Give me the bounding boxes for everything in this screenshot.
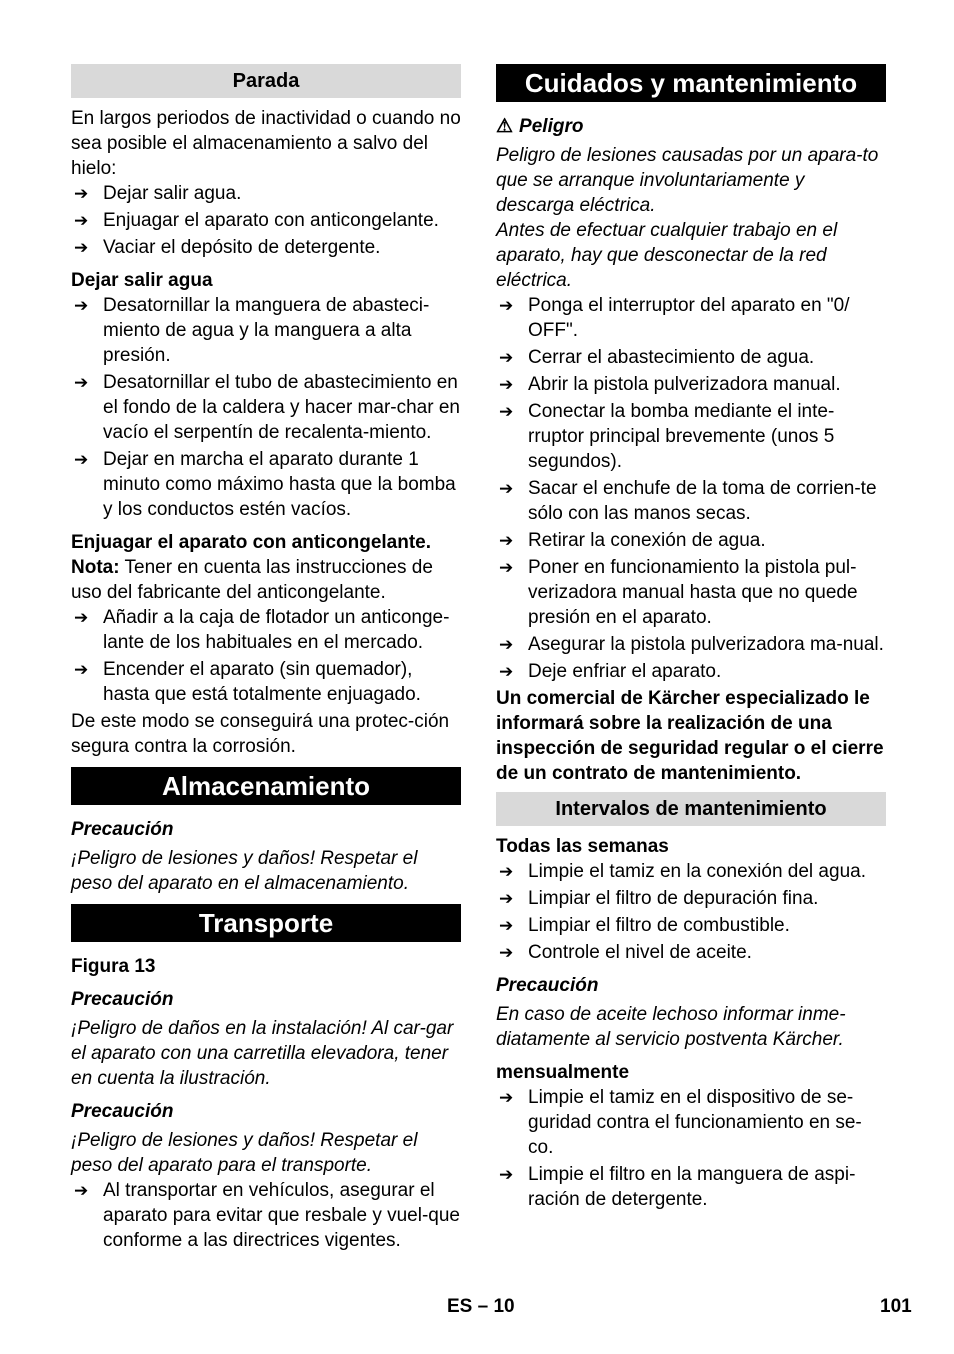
caution-label: Precaución bbox=[71, 819, 174, 840]
list-item: ➔ Retirar la conexión de agua. bbox=[499, 530, 766, 551]
enjuagar-list bbox=[71, 605, 461, 707]
list-item: ➔ Ponga el interruptor del aparato en "0/ OFF". bbox=[499, 295, 850, 341]
caution-text: ¡Peligro de lesiones y daños! Respetar el peso del aparato en el almacenamiento. bbox=[71, 848, 418, 894]
arrow-icon: ➔ bbox=[499, 558, 514, 577]
caution-text: ¡Peligro de daños en la instalación! Al car-gar el aparato con una carretilla elevadora, tener en cuenta la ilustración. bbox=[71, 1018, 454, 1089]
arrow-icon: ➔ bbox=[499, 1165, 514, 1184]
footer-page-number: 101 bbox=[880, 1296, 912, 1317]
left-column bbox=[71, 64, 461, 1255]
section-header-transporte: Transporte bbox=[71, 904, 461, 942]
arrow-icon: ➔ bbox=[74, 373, 89, 392]
arrow-icon: ➔ bbox=[74, 211, 89, 230]
caution-label: Precaución bbox=[71, 989, 174, 1010]
list-item: ➔ Al transportar en vehículos, asegurar el aparato para evitar que resbale y vuel-que conforme a las directrices vigentes. bbox=[74, 1180, 461, 1251]
list-item: ➔ Desatornillar el tubo de abastecimiento en el fondo de la caldera y hacer mar-char en vacío el serpentín de recalenta-miento. bbox=[74, 372, 460, 443]
list-item: ➔ Deje enfriar el aparato. bbox=[499, 661, 722, 682]
arrow-icon: ➔ bbox=[499, 479, 514, 498]
arrow-icon: ➔ bbox=[74, 238, 89, 257]
transporte-list bbox=[71, 1178, 461, 1253]
list-item: ➔ Controle el nivel de aceite. bbox=[499, 942, 752, 963]
arrow-icon: ➔ bbox=[499, 916, 514, 935]
list-item: ➔ Encender el aparato (sin quemador), hasta que está totalmente enjuagado. bbox=[74, 659, 421, 705]
monthly-list bbox=[496, 1085, 886, 1212]
warning-triangle-icon: ⚠ bbox=[496, 116, 514, 137]
subheading-enjuagar: Enjuagar el aparato con anticongelante. bbox=[71, 532, 432, 553]
parada-intro: En largos periodos de inactividad o cuando no sea posible el almacenamiento a salvo del hielo: bbox=[71, 108, 461, 179]
list-item: ➔ Enjuagar el aparato con anticongelante. bbox=[74, 210, 439, 231]
footer-language-page bbox=[447, 1296, 515, 1318]
parada-list bbox=[71, 181, 461, 260]
subheading-monthly: mensualmente bbox=[496, 1062, 630, 1083]
list-item: ➔ Limpie el tamiz en el dispositivo de se-guridad contra el funcionamiento en se-co. bbox=[499, 1087, 862, 1158]
cuidados-list bbox=[496, 293, 886, 684]
right-column bbox=[496, 64, 886, 1214]
list-item: ➔ Dejar en marcha el aparato durante 1 minuto como máximo hasta que la bomba y los conductos estén vacíos. bbox=[74, 449, 456, 520]
arrow-icon: ➔ bbox=[74, 184, 89, 203]
caution-text: En caso de aceite lechoso informar inme-diatamente al servicio postventa Kärcher. bbox=[496, 1004, 846, 1050]
arrow-icon: ➔ bbox=[499, 348, 514, 367]
arrow-icon: ➔ bbox=[499, 943, 514, 962]
footer-lang: ES bbox=[447, 1296, 473, 1317]
caution-label: Precaución bbox=[496, 975, 599, 996]
caution-label: Precaución bbox=[71, 1101, 174, 1122]
arrow-icon: ➔ bbox=[499, 375, 514, 394]
danger-label: ⚠ Peligro bbox=[496, 116, 584, 137]
list-item: ➔ Sacar el enchufe de la toma de corrien-te sólo con las manos secas. bbox=[499, 478, 877, 524]
section-header-cuidados: Cuidados y mantenimiento bbox=[496, 64, 886, 102]
arrow-icon: ➔ bbox=[499, 402, 514, 421]
arrow-icon: ➔ bbox=[74, 660, 89, 679]
list-item: ➔ Conectar la bomba mediante el inte-rruptor principal brevemente (unos 5 segundos). bbox=[499, 401, 835, 472]
subheading-dejar: Dejar salir agua bbox=[71, 270, 213, 291]
list-item: ➔ Limpiar el filtro de combustible. bbox=[499, 915, 790, 936]
arrow-icon: ➔ bbox=[74, 296, 89, 315]
list-item: ➔ Desatornillar la manguera de abasteci-miento de agua y la manguera a alta presión. bbox=[74, 295, 430, 366]
list-item: ➔ Dejar salir agua. bbox=[74, 183, 242, 204]
list-item: ➔ Abrir la pistola pulverizadora manual. bbox=[499, 374, 841, 395]
list-item: ➔ Asegurar la pistola pulverizadora ma-nual. bbox=[499, 634, 884, 655]
list-item: ➔ Limpie el tamiz en la conexión del agua. bbox=[499, 861, 866, 882]
arrow-icon: ➔ bbox=[499, 862, 514, 881]
arrow-icon: ➔ bbox=[74, 1181, 89, 1200]
list-item: ➔ Limpie el filtro en la manguera de aspi-ración de detergente. bbox=[499, 1164, 856, 1210]
kaercher-note: Un comercial de Kärcher especializado le informará sobre la realización de una inspección de seguridad regular o el cierre de un contrato de mantenimiento. bbox=[496, 688, 884, 784]
dejar-list bbox=[71, 293, 461, 522]
section-header-intervalos: Intervalos de mantenimiento bbox=[496, 792, 886, 826]
subheading-weekly: Todas las semanas bbox=[496, 836, 669, 857]
section-header-parada: Parada bbox=[71, 64, 461, 98]
list-item: ➔ Vaciar el depósito de detergente. bbox=[74, 237, 381, 258]
caution-text: ¡Peligro de lesiones y daños! Respetar el peso del aparato para el transporte. bbox=[71, 1130, 418, 1176]
arrow-icon: ➔ bbox=[74, 608, 89, 627]
section-header-almacenamiento: Almacenamiento bbox=[71, 767, 461, 805]
list-item: ➔ Limpiar el filtro de depuración fina. bbox=[499, 888, 819, 909]
arrow-icon: ➔ bbox=[499, 635, 514, 654]
list-item: ➔ Cerrar el abastecimiento de agua. bbox=[499, 347, 815, 368]
nota-paragraph bbox=[71, 555, 461, 605]
figure-reference: Figura 13 bbox=[71, 956, 156, 977]
arrow-icon: ➔ bbox=[499, 531, 514, 550]
nota-text: Tener en cuenta las instrucciones de uso del fabricante del anticongelante. bbox=[71, 557, 433, 603]
footer-section-page: – 10 bbox=[477, 1296, 515, 1317]
arrow-icon: ➔ bbox=[499, 662, 514, 681]
danger-text: Antes de efectuar cualquier trabajo en el aparato, hay que desconectar de la red eléctrica. bbox=[496, 220, 838, 291]
arrow-icon: ➔ bbox=[499, 296, 514, 315]
arrow-icon: ➔ bbox=[74, 450, 89, 469]
arrow-icon: ➔ bbox=[499, 889, 514, 908]
list-item: ➔ Poner en funcionamiento la pistola pul-verizadora manual hasta que no quede presión en el aparato. bbox=[499, 557, 858, 628]
weekly-list bbox=[496, 859, 886, 965]
arrow-icon: ➔ bbox=[499, 1088, 514, 1107]
danger-text: Peligro de lesiones causadas por un apara-to que se arranque involuntariamente y descarga eléctrica. bbox=[496, 145, 879, 216]
list-item: ➔ Añadir a la caja de flotador un anticonge-lante de los habituales en el mercado. bbox=[74, 607, 450, 653]
enjuagar-outro: De este modo se conseguirá una protec-ción segura contra la corrosión. bbox=[71, 711, 450, 757]
nota-label: Nota: bbox=[71, 557, 120, 578]
